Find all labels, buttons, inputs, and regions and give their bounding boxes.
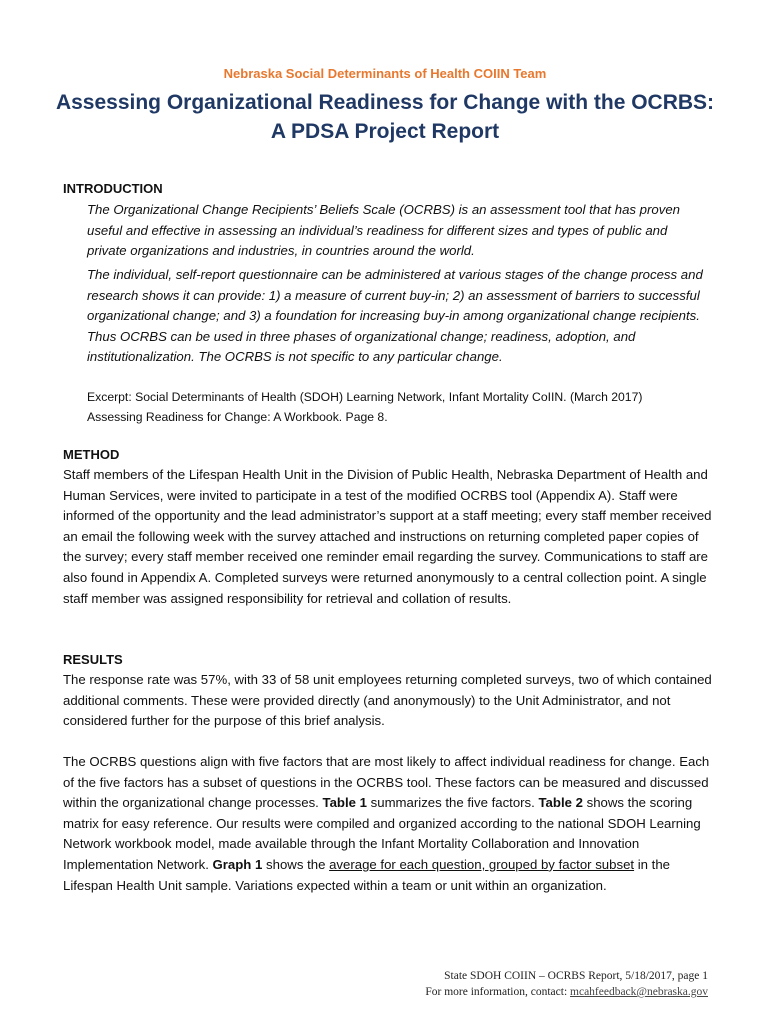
title-line-1: Assessing Organizational Readiness for Change with the OCRBS: (55, 91, 715, 114)
table-1-reference: Table 1 (322, 795, 367, 811)
excerpt-citation (87, 387, 705, 427)
table-2-reference: Table 2 (538, 795, 583, 811)
method-heading: METHOD (63, 447, 120, 462)
contact-email-link[interactable]: mcahfeedback@nebraska.gov (570, 986, 708, 998)
introduction-paragraph-1: The Organizational Change Recipients’ Beliefs Scale (OCRBS) is an assessment tool that has proven useful and effective in assessing an individual’s readiness for different sizes and types of public and private organizations and industries, in countries around the world. (87, 202, 681, 259)
footer-line-2 (360, 984, 708, 1000)
page-footer (360, 968, 708, 1000)
results-paragraph-1: The response rate was 57%, with 33 of 58 unit employees returning completed surveys, two of which contained additional comments. These were provided directly (and anonymously) to the Unit Administrator, and not considered further for the purpose of this brief analysis. (63, 672, 712, 729)
results-text: in the Lifespan Health Unit sample. Variations expected within a team or unit within an organization. (63, 856, 671, 893)
title-line-2: A PDSA Project Report (270, 120, 500, 143)
page-title (0, 88, 770, 146)
results-text: shows the (262, 856, 330, 872)
results-paragraph-2 (63, 752, 713, 896)
introduction-paragraph-2: The individual, self-report questionnaire can be administered at various stages of the change process and research shows it can provide: 1) a measure of current buy-in; 2) an assessment of barriers to successful organizational change; and 3) a foundation for increasing buy-in among organizational change recipients. Thus OCRBS can be used in three phases of organizational change; readiness, adoption, and institutionalization. The OCRBS is not specific to any particular change. (87, 267, 703, 365)
footer-contact-label: For more information, contact: (425, 986, 571, 998)
method-paragraph: Staff members of the Lifespan Health Unit in the Division of Public Health, Nebraska Department of Health and Human Services, were invited to participate in a test of the modified OCRBS tool (Appendix A). Staff were informed of the opportunity and the lead administrator’s support at a staff meeting; every staff member received an email the following week with the survey attached and instructions on returning completed paper copies of the survey; every staff member received one reminder email regarding the survey. Communications to staff are also found in Appendix A. Completed surveys were returned anonymously to a central collection point. A single staff member was assigned responsibility for retrieval and collation of results. (63, 467, 712, 606)
results-text: The OCRBS questions align with five factors that are most likely to affect individual readiness for change. Each of the five factors has a subset of questions in the OCRBS tool. These factors can be measured and discussed within the organizational change processes. (63, 754, 710, 811)
results-text: shows the scoring matrix for easy reference. Our results were compiled and organized according to the national SDOH Learning Network workbook model, made available through the Infant Mortality Collaboration and Innovation Implementation Network. (63, 795, 701, 872)
introduction-heading: INTRODUCTION (63, 181, 163, 196)
results-text: summarizes the five factors. (366, 795, 539, 811)
excerpt-line-2: Assessing Readiness for Change: A Workbook. Page 8. (87, 410, 388, 424)
underlined-phrase: average for each question, grouped by factor subset (329, 856, 635, 872)
excerpt-line-1: Excerpt: Social Determinants of Health (SDOH) Learning Network, Infant Mortality CoIIN. (March 2017) (87, 390, 643, 404)
team-name: Nebraska Social Determinants of Health COIIN Team (223, 66, 547, 81)
results-heading: RESULTS (63, 652, 123, 667)
graph-1-reference: Graph 1 (212, 856, 263, 872)
footer-line-1: State SDOH COIIN – OCRBS Report, 5/18/2017, page 1 (444, 970, 708, 982)
